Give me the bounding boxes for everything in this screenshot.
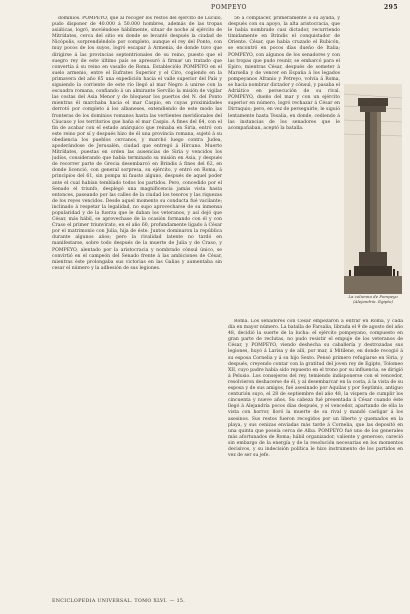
figure-caption: La columna de Pompeyo (Alejandría. Egipto): [348, 294, 398, 304]
page-number: 295: [383, 4, 398, 11]
column-illustration: [344, 84, 402, 304]
right-top-column-text: 56 á complacer, primeramente á su ayuda, y después con su apoyo, la alta aristocracia, que le había nombrado casi dictador, recurriendo tímidamente en Brindis el conquistador de Oriente. César, que había cruzado el Rubicón, se encontró en pocos días dueño de Italia; POMPEYO, con algunos de los senadores y con las tropas que pudo reunir, se embarcó para el Epiro, mientras César, después de someter á Marsella y de vencer en España á los legados pompeyanos Afranio y Petreyo, volvía á Roma, se hacía nombrar dictador y cónsul, y pasaba el Adriático en persecución de su rival. POMPEYO, dueño del mar y con un ejército superior en número, logró rechazar á César en Dirraquio; pero, en vez de perseguirle, le siguió lentamente hasta Tesalia, en donde, cediendo á las instancias de los senadores que le acompañaban, aceptó la batalla.: [228, 16, 340, 131]
left-column-text: dominios. POMPEYO, que al recoger los restos del ejército de Lúculo, pudo disponer de 40.000 á 50.000 hombres, además de las tropas asiáticas, logró, moviéndose hábilmente, situar de noche al ejército de Mitrídates, cerca del sitio en donde se levantó después la ciudad de Nicópolis, sorprendiéndolo por completo, aunque el rey del Ponto, con muy pocos de los suyos, logró escapar á Armenia, de donde tuvo que dirigirse á las provincias septentrionales de su reino, puesto que el suegro rey de este último país se apresuró á firmar un tratado que convertía á su reino en vasallo de Roma. Estableciólo POMPEYO en el suelo armenio, entre el Eufrates Superior y el Ciro, cogiendo en la primavera del año 65 una expedición hacia el valle superior del País y siguiendo la corriente de este río llegó al mar Negro á unirse con la escuadra romana, confiando á un almirante Servilio la misión de vigilar las costas del Asia Menor y de bloquear los puertos del N. del Ponto mientras él marchaba hacia el mar Caspio, en cuyas proximidades derrotó por completo á los albaneses, extendiendo de este modo las fronteras de los dominios romanos hasta las vertientes meridionales del Cáucaso y los territorios que baña el mar Caspio. A fines del 64, con el fin de acabar con el estado anárquico que reinaba en Siria, entró con este reino por sí y después hizo de él una provincia romana, sujetó á su obediencia los pueblos cercanos, y marchó luego contra Judea, apoderándose de Jerusalén, ciudad que entregó á Hircano. Muerto Mitrídates, puestas en orden las ausencias de Siria y vencidos los judíos, considerando que había terminado su misión en Asia, y después de recorrer parte de Grecia desembarcó en Brindis á fines del 62, en donde licenció, con general sorpresa, su ejército, y entró en Roma, á principios del 61, sin pompa ni fausto alguno, después de aquel poder ante el cual habían temblado todos los partidos. Pero, concedido por el Senado el triunfo, desplegó una magnificencia jamás vista hasta entonces, paseando por las calles de la ciudad los tesoros y las riquezas de los reyes vencidos. Desde aquel momento su conducta fué vacilante; inclinado á respetar la legalidad, no supo aprovecharse de su inmensa popularidad y de la fuerza que le daban los veteranos, y así dejó que César, más hábil, se aprovechase de la ocasión formando con él y con Craso el primer triunvirato, en el año 60, profundamente ligado á César por el matrimonio con Julia, hija de éste. Juntos dominaron la república durante algunos años; pero la rivalidad latente no tardó en manifestarse, sobre todo después de la muerte de Julia y de Craso, y POMPEYO, alentado por la aristocracia y nombrado cónsul único, se convirtió en el campeón del Senado frente á las ambiciones de César, mientras éste prolongaba sus victorias en las Galias y aumentaba sin cesar el número y la adhesión de sus legiones.: [52, 16, 222, 271]
running-header: [60, 4, 398, 14]
running-title: POMPEYO: [211, 4, 247, 11]
left-text-column: [52, 16, 222, 594]
page-footer: ENCICLOPEDIA UNIVERSAL. TOMO XLVI. — 15.: [52, 599, 186, 604]
pompey-pillar-engraving: [344, 84, 402, 294]
right-bottom-text-column: [228, 319, 403, 594]
right-top-text-column: [228, 16, 340, 316]
right-bottom-column-text: Roma. Los senadores con César empezaron á entrar en Roma, y cada día en mayor número. La batalla de Farsalia, librada el 9 de agosto del año 48, decidió la suerte de la lucha: el ejército pompeyano, compuesto en gran parte de reclutas, no pudo resistir el empuje de los veteranos de César, y POMPEYO, viendo deshecha su caballería y destrozadas sus legiones, huyó á Larisa y de allí, por mar, á Mitilene, en donde recogió á su esposa Cornelia y á su hijo Sexto. Pensó primero refugiarse en Siria, y después, creyendo contar con la gratitud del joven rey de Egipto, Tolomeo XII, cuyo padre había sido repuesto en el trono por su influencia, se dirigió á Pelusio. Los consejeros del rey, temiendo indisponerse con el vencedor, resolvieron deshacerse de él, y al desembarcar en la costa, á la vista de su esposa y de sus amigos, fué asesinado por Aquilas y por Septimio, antiguo centurión suyo, el 28 de septiembre del año 48, la víspera de cumplir los cincuenta y nueve años. Su cabeza fué presentada á César cuando éste llegó á Alejandría pocos días después, y el vencedor, apartando de ella la vista con horror, lloró la muerte de su rival y mandó castigar á los asesinos. Sus restos fueron recogidos por un liberto y quemados en la playa, y sus cenizas enviadas más tarde á Cornelia, que las depositó en una quinta que poseía cerca de Alba. POMPEYO fué uno de los generales más afortunados de Roma; hábil organizador, valiente y generoso, careció sin embargo de la energía y de la resolución necesarias en los momentos decisivos, y su indecisión política le hizo instrumento de los partidos en vez de ser su jefe.: [228, 319, 403, 459]
